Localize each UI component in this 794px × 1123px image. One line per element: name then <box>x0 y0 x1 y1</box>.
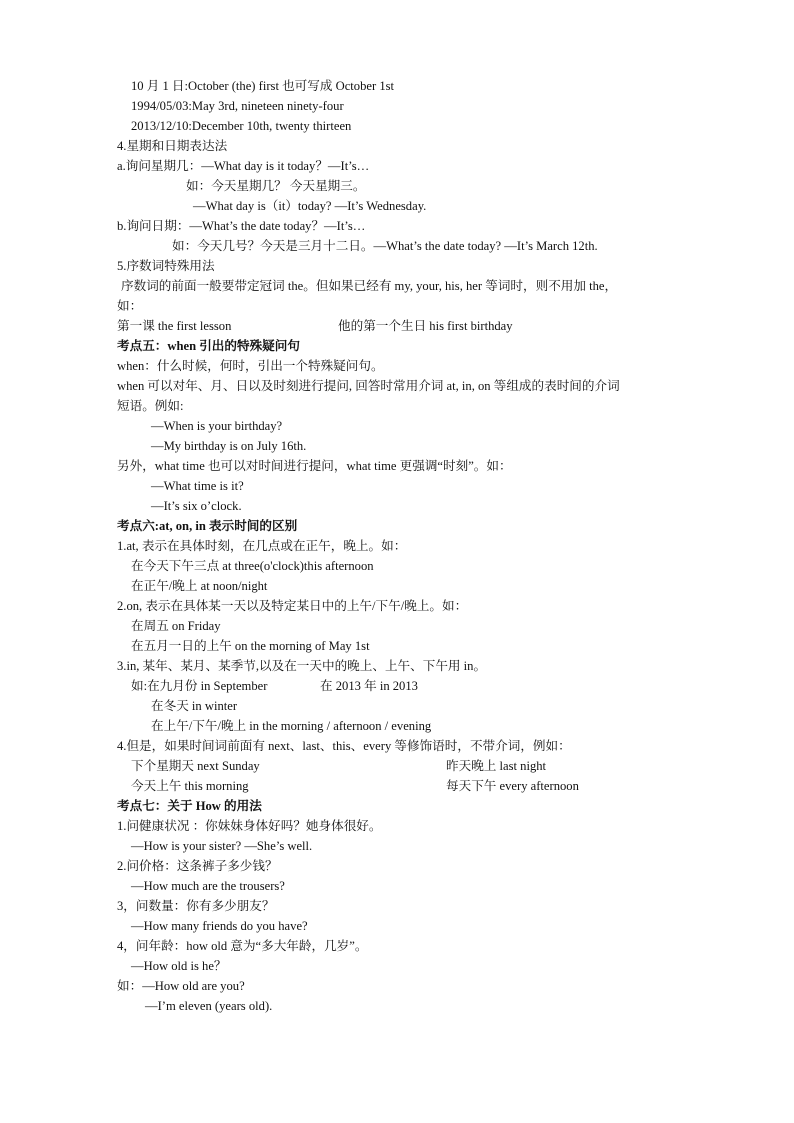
how-price-example: —How much are the trousers? <box>131 879 285 893</box>
how-quantity-example: —How many friends do you have? <box>131 919 308 933</box>
ask-weekday-example-en: —What day is（it）today? —It’s Wednesday. <box>193 199 427 213</box>
heading-point-5: 考点五：when 引出的特殊疑问句 <box>117 339 300 353</box>
heading-point-7: 考点七：关于 How 的用法 <box>117 799 262 813</box>
modifier-example-next-sunday: 下个星期天 next Sunday <box>131 759 260 773</box>
section-heading-ordinal: 5.序数词特殊用法 <box>117 259 215 273</box>
when-usage-text: when 可以对年、月、日以及时刻进行提问, 回答时常用介词 at, in, on 等组成的表时间的介词 <box>117 379 620 393</box>
ask-date-example: 如：今天几号？今天是三月十二日。—What’s the date today? —It’s March 12th. <box>172 239 598 253</box>
ask-weekday-line: a.询问星期几：—What day is it today？—It’s… <box>117 159 370 173</box>
how-quantity-rule: 3，问数量：你有多少朋友？ <box>117 899 275 913</box>
what-time-example-answer: —It’s six o’clock. <box>151 499 242 513</box>
ask-date-line: b.询问日期：—What’s the date today？—It’s… <box>117 219 366 233</box>
at-rule: 1.at, 表示在具体时刻，在几点或在正午，晚上。如： <box>117 539 407 553</box>
date-example-1994: 1994/05/03:May 3rd, nineteen ninety-four <box>131 99 344 113</box>
modifier-example-this-morning: 今天上午 this morning <box>131 779 249 793</box>
what-time-example-question: —What time is it? <box>151 479 244 493</box>
how-health-rule: 1.问健康状况 ：你妹妹身体好吗？她身体很好。 <box>117 819 382 833</box>
date-example-oct-1: 10 月 1 日:October (the) first 也可写成 October 1st <box>131 79 395 93</box>
in-example-winter: 在冬天 in winter <box>151 699 238 713</box>
how-health-example: —How is your sister? —She’s well. <box>131 839 313 853</box>
modifier-rule: 4.但是，如果时间词前面有 next、last、this、every 等修饰语时，不带介词，例如： <box>117 739 571 753</box>
ordinal-example-first-lesson: 第一课 the first lesson <box>117 319 232 333</box>
how-age-example-2-answer: —I’m eleven (years old). <box>145 999 273 1013</box>
ordinal-rule-example-label: 如： <box>117 299 143 313</box>
modifier-example-every-afternoon: 每天下午 every afternoon <box>446 779 579 793</box>
at-example-1: 在今天下午三点 at three(o'clock)this afternoon <box>131 559 374 573</box>
date-example-2013: 2013/12/10:December 10th, twenty thirteen <box>131 119 352 133</box>
ordinal-rule-text: 序数词的前面一般要带定冠词 the。但如果已经有 my, your, his, her 等词时，则不用加 the， <box>121 279 618 293</box>
how-age-rule: 4，问年龄：how old 意为“多大年龄，几岁”。 <box>117 939 368 953</box>
when-example-question: —When is your birthday? <box>151 419 283 433</box>
ordinal-example-first-birthday: 他的第一个生日 his first birthday <box>338 319 513 333</box>
on-example-2: 在五月一日的上午 on the morning of May 1st <box>131 639 370 653</box>
at-example-2: 在正午/晚上 at noon/night <box>131 579 268 593</box>
how-age-example-1: —How old is he？ <box>131 959 227 973</box>
in-example-day-parts: 在上午/下午/晚上 in the morning / afternoon / evening <box>151 719 432 733</box>
how-age-example-2-question: 如：—How old are you? <box>117 979 245 993</box>
in-example-2013: 在 2013 年 in 2013 <box>320 679 418 693</box>
section-heading-weekday-date: 4.星期和日期表达法 <box>117 139 228 153</box>
in-example-september: 如:在九月份 in September <box>131 679 268 693</box>
ask-weekday-example-cn: 如：今天星期几？ 今天星期三。 <box>186 179 366 193</box>
when-usage-text-cont: 短语。例如: <box>117 399 184 413</box>
when-definition: when：什么时候，何时，引出一个特殊疑问句。 <box>117 359 384 373</box>
when-example-answer: —My birthday is on July 16th. <box>151 439 307 453</box>
on-rule: 2.on, 表示在具体某一天以及特定某日中的上午/下午/晚上。如： <box>117 599 468 613</box>
how-price-rule: 2.问价格：这条裤子多少钱？ <box>117 859 278 873</box>
what-time-text: 另外，what time 也可以对时间进行提问，what time 更强调“时刻”。如： <box>117 459 512 473</box>
in-rule: 3.in, 某年、某月、某季节,以及在一天中的晚上、上午、下午用 in。 <box>117 659 487 673</box>
on-example-1: 在周五 on Friday <box>131 619 221 633</box>
modifier-example-last-night: 昨天晚上 last night <box>446 759 547 773</box>
heading-point-6: 考点六:at, on, in 表示时间的区别 <box>117 519 298 533</box>
